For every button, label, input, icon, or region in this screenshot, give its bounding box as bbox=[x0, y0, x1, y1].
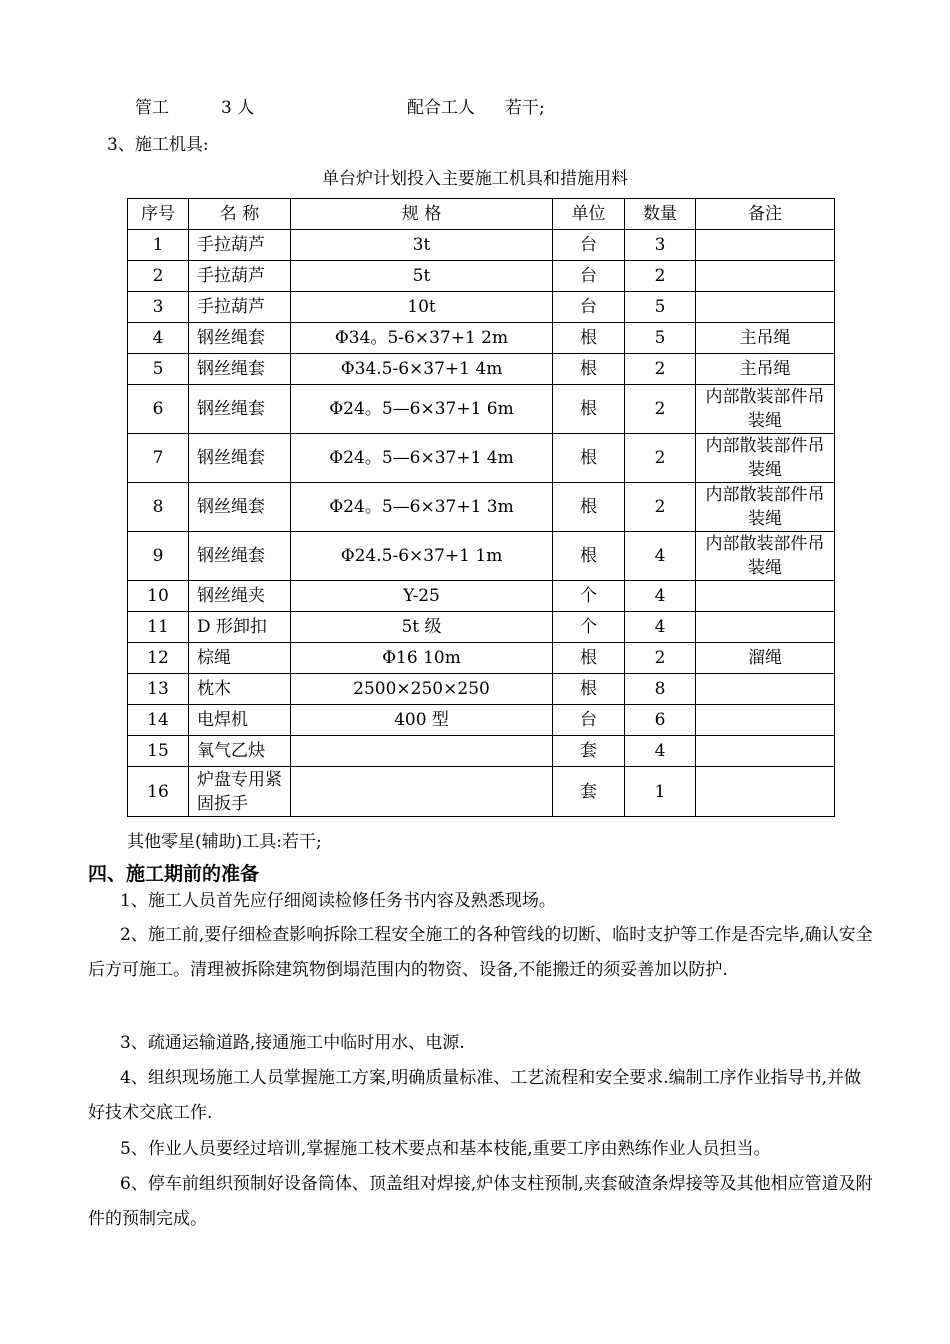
cell-spec: 10t bbox=[291, 292, 553, 323]
staff-role-helper: 配合工人 bbox=[407, 98, 475, 118]
cell-unit: 台 bbox=[553, 230, 625, 261]
cell-name: 手拉葫芦 bbox=[189, 230, 291, 261]
cell-unit: 根 bbox=[553, 434, 625, 483]
cell-note bbox=[696, 674, 835, 705]
cell-note: 内部散装部件吊装绳 bbox=[696, 434, 835, 483]
table-row bbox=[128, 230, 835, 261]
tools-table bbox=[127, 198, 835, 817]
cell-name: 钢丝绳套 bbox=[189, 385, 291, 434]
cell-no: 15 bbox=[128, 736, 189, 767]
paragraph-1: 1、施工人员首先应仔细阅读检修任务书内容及熟悉现场。 bbox=[120, 891, 556, 911]
cell-unit: 根 bbox=[553, 385, 625, 434]
cell-unit: 根 bbox=[553, 532, 625, 581]
table-row bbox=[128, 292, 835, 323]
cell-spec: Φ24。5—6×37+1 4m bbox=[291, 434, 553, 483]
header-no: 序号 bbox=[128, 199, 189, 230]
staff-count-pipefitter: 3 人 bbox=[221, 98, 255, 118]
cell-no: 4 bbox=[128, 323, 189, 354]
cell-no: 5 bbox=[128, 354, 189, 385]
cell-no: 14 bbox=[128, 705, 189, 736]
cell-name: 钢丝绳套 bbox=[189, 532, 291, 581]
cell-spec bbox=[291, 736, 553, 767]
cell-spec: Φ34.5-6×37+1 4m bbox=[291, 354, 553, 385]
cell-name: 氧气乙炔 bbox=[189, 736, 291, 767]
cell-note bbox=[696, 705, 835, 736]
cell-unit: 台 bbox=[553, 292, 625, 323]
table-row bbox=[128, 532, 835, 581]
table-row bbox=[128, 261, 835, 292]
cell-note: 主吊绳 bbox=[696, 354, 835, 385]
table-row bbox=[128, 643, 835, 674]
cell-unit: 根 bbox=[553, 483, 625, 532]
cell-qty: 1 bbox=[625, 767, 696, 817]
cell-unit: 套 bbox=[553, 767, 625, 817]
cell-name: 炉盘专用紧固扳手 bbox=[189, 767, 291, 817]
cell-unit: 台 bbox=[553, 261, 625, 292]
cell-unit: 个 bbox=[553, 612, 625, 643]
cell-spec: Φ24。5—6×37+1 3m bbox=[291, 483, 553, 532]
cell-no: 2 bbox=[128, 261, 189, 292]
paragraph-4: 4、组织现场施工人员掌握施工方案,明确质量标准、工艺流程和安全要求.编制工序作业指导书,并做好技术交底工作. bbox=[88, 1068, 862, 1123]
cell-spec: 400 型 bbox=[291, 705, 553, 736]
header-note: 备注 bbox=[696, 199, 835, 230]
table-row bbox=[128, 483, 835, 532]
cell-spec: 2500×250×250 bbox=[291, 674, 553, 705]
cell-no: 1 bbox=[128, 230, 189, 261]
cell-no: 12 bbox=[128, 643, 189, 674]
cell-name: 手拉葫芦 bbox=[189, 261, 291, 292]
cell-spec: Φ24.5-6×37+1 1m bbox=[291, 532, 553, 581]
table-row bbox=[128, 354, 835, 385]
cell-qty: 2 bbox=[625, 483, 696, 532]
cell-unit: 根 bbox=[553, 643, 625, 674]
header-qty: 数量 bbox=[625, 199, 696, 230]
cell-note: 溜绳 bbox=[696, 643, 835, 674]
table-row bbox=[128, 581, 835, 612]
cell-unit: 套 bbox=[553, 736, 625, 767]
cell-note bbox=[696, 736, 835, 767]
cell-no: 10 bbox=[128, 581, 189, 612]
cell-spec: Φ24。5—6×37+1 6m bbox=[291, 385, 553, 434]
cell-no: 8 bbox=[128, 483, 189, 532]
cell-qty: 2 bbox=[625, 385, 696, 434]
cell-qty: 4 bbox=[625, 612, 696, 643]
cell-qty: 6 bbox=[625, 705, 696, 736]
table-row bbox=[128, 674, 835, 705]
cell-qty: 4 bbox=[625, 581, 696, 612]
cell-no: 7 bbox=[128, 434, 189, 483]
table-row bbox=[128, 705, 835, 736]
cell-qty: 2 bbox=[625, 354, 696, 385]
cell-name: 手拉葫芦 bbox=[189, 292, 291, 323]
paragraph-3: 3、疏通运输道路,接通施工中临时用水、电源. bbox=[120, 1033, 465, 1053]
cell-name: 枕木 bbox=[189, 674, 291, 705]
cell-spec: 5t 级 bbox=[291, 612, 553, 643]
cell-name: 电焊机 bbox=[189, 705, 291, 736]
subheading-tools: 3、施工机具: bbox=[107, 135, 209, 155]
table-header-row bbox=[128, 199, 835, 230]
cell-unit: 个 bbox=[553, 581, 625, 612]
table-row bbox=[128, 434, 835, 483]
cell-name: D 形卸扣 bbox=[189, 612, 291, 643]
table-row bbox=[128, 323, 835, 354]
cell-note: 内部散装部件吊装绳 bbox=[696, 532, 835, 581]
cell-spec: 5t bbox=[291, 261, 553, 292]
cell-qty: 4 bbox=[625, 532, 696, 581]
cell-qty: 2 bbox=[625, 434, 696, 483]
cell-name: 钢丝绳套 bbox=[189, 434, 291, 483]
cell-note bbox=[696, 612, 835, 643]
cell-spec bbox=[291, 767, 553, 817]
paragraph-6: 6、停车前组织预制好设备筒体、顶盖组对焊接,炉体支柱预制,夹套破渣条焊接等及其他相应管道及附件的预制完成。 bbox=[88, 1174, 873, 1229]
header-unit: 单位 bbox=[553, 199, 625, 230]
cell-spec: Y-25 bbox=[291, 581, 553, 612]
cell-name: 钢丝绳套 bbox=[189, 483, 291, 532]
cell-note bbox=[696, 230, 835, 261]
cell-no: 11 bbox=[128, 612, 189, 643]
table-footnote: 其他零星(辅助)工具:若干; bbox=[127, 832, 322, 852]
cell-name: 钢丝绳套 bbox=[189, 354, 291, 385]
cell-unit: 台 bbox=[553, 705, 625, 736]
cell-name: 钢丝绳套 bbox=[189, 323, 291, 354]
paragraph-5: 5、作业人员要经过培训,掌握施工枝术要点和基本枝能,重要工序由熟练作业人员担当。 bbox=[120, 1139, 771, 1159]
cell-spec: Φ16 10m bbox=[291, 643, 553, 674]
cell-unit: 根 bbox=[553, 323, 625, 354]
cell-spec: Φ34。5-6×37+1 2m bbox=[291, 323, 553, 354]
cell-no: 6 bbox=[128, 385, 189, 434]
cell-qty: 2 bbox=[625, 261, 696, 292]
table-row bbox=[128, 612, 835, 643]
cell-note bbox=[696, 292, 835, 323]
cell-no: 13 bbox=[128, 674, 189, 705]
cell-note: 主吊绳 bbox=[696, 323, 835, 354]
table-row bbox=[128, 736, 835, 767]
staff-count-helper: 若干; bbox=[505, 98, 545, 118]
table-row bbox=[128, 385, 835, 434]
cell-note bbox=[696, 767, 835, 817]
cell-unit: 根 bbox=[553, 674, 625, 705]
cell-unit: 根 bbox=[553, 354, 625, 385]
cell-no: 9 bbox=[128, 532, 189, 581]
cell-qty: 3 bbox=[625, 230, 696, 261]
staff-role-pipefitter: 管工 bbox=[135, 98, 169, 118]
cell-qty: 4 bbox=[625, 736, 696, 767]
cell-spec: 3t bbox=[291, 230, 553, 261]
paragraph-2: 2、施工前,要仔细检查影响拆除工程安全施工的各种管线的切断、临时支护等工作是否完毕,确认安全后方可施工。清理被拆除建筑物倒塌范围内的物资、设备,不能搬迁的须妥善加以防护. bbox=[88, 925, 873, 980]
cell-qty: 5 bbox=[625, 323, 696, 354]
cell-qty: 5 bbox=[625, 292, 696, 323]
section-heading: 四、施工期前的准备 bbox=[88, 863, 260, 885]
cell-note: 内部散装部件吊装绳 bbox=[696, 483, 835, 532]
cell-note bbox=[696, 581, 835, 612]
cell-name: 棕绳 bbox=[189, 643, 291, 674]
cell-name: 钢丝绳夹 bbox=[189, 581, 291, 612]
header-spec: 规 格 bbox=[291, 199, 553, 230]
cell-qty: 8 bbox=[625, 674, 696, 705]
header-name: 名 称 bbox=[189, 199, 291, 230]
table-row bbox=[128, 767, 835, 817]
cell-qty: 2 bbox=[625, 643, 696, 674]
cell-no: 3 bbox=[128, 292, 189, 323]
cell-note bbox=[696, 261, 835, 292]
cell-note: 内部散装部件吊装绳 bbox=[696, 385, 835, 434]
cell-no: 16 bbox=[128, 767, 189, 817]
table-caption: 单台炉计划投入主要施工机具和措施用料 bbox=[322, 169, 628, 189]
